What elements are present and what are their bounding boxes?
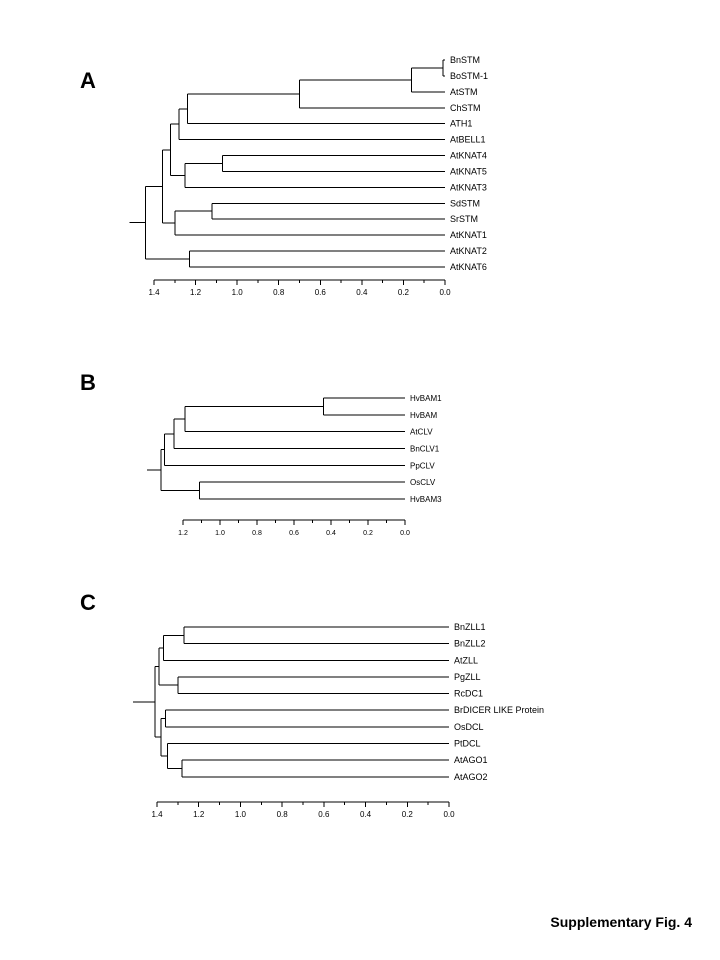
scale-tick-label-a: 0.8 (273, 288, 285, 297)
leaf-label-c: AtAGO2 (454, 771, 488, 782)
figure-caption: Supplementary Fig. 4 (550, 914, 692, 930)
leaf-label-a: AtKNAT4 (450, 150, 487, 161)
leaf-label-a: ATH1 (450, 118, 473, 129)
leaf-label-a: AtKNAT5 (450, 166, 487, 177)
scale-tick-label-b: 1.0 (215, 530, 225, 537)
panel-b-label: B (80, 370, 96, 395)
leaf-label-c: PtDCL (454, 738, 481, 749)
scale-tick-label-a: 1.2 (190, 288, 202, 297)
leaf-label-b: BnCLV1 (410, 444, 440, 454)
scale-tick-label-b: 0.8 (252, 530, 262, 537)
scale-tick-label-a: 1.0 (231, 288, 243, 297)
leaf-label-a: BoSTM-1 (450, 70, 489, 81)
scale-tick-label-c: 1.2 (193, 810, 205, 819)
scale-tick-label-b: 0.2 (363, 530, 373, 537)
scale-tick-label-b: 1.2 (178, 530, 188, 537)
leaf-label-a: AtKNAT1 (450, 230, 487, 241)
scale-tick-label-c: 0.0 (443, 810, 455, 819)
leaf-label-a: AtBELL1 (450, 134, 486, 145)
leaf-label-a: BnSTM (450, 55, 481, 65)
leaf-label-b: AtCLV (410, 427, 433, 437)
leaf-label-a: SdSTM (450, 198, 481, 209)
leaf-label-b: OsCLV (410, 478, 436, 488)
scale-tick-label-b: 0.4 (326, 530, 336, 537)
leaf-label-b: HvBAM3 (410, 494, 442, 504)
leaf-label-b: HvBAM1 (410, 394, 442, 403)
scale-tick-label-a: 0.4 (356, 288, 368, 297)
scale-tick-label-c: 0.6 (318, 810, 330, 819)
leaf-label-b: PpCLV (410, 461, 435, 471)
scale-tick-label-c: 0.2 (401, 810, 413, 819)
leaf-label-c: BnZLL2 (454, 638, 486, 649)
scale-tick-label-a: 0.0 (439, 288, 451, 297)
leaf-label-b: HvBAM (410, 410, 438, 420)
leaf-label-a: SrSTM (450, 214, 478, 225)
scale-tick-label-b: 0.6 (289, 530, 299, 537)
leaf-label-c: AtAGO1 (454, 755, 488, 766)
scale-tick-label-c: 0.4 (360, 810, 372, 819)
leaf-label-c: RcDC1 (454, 688, 484, 699)
leaf-label-c: BnZLL1 (454, 622, 486, 632)
leaf-label-a: AtKNAT2 (450, 246, 487, 257)
leaf-label-a: AtSTM (450, 86, 478, 97)
scale-tick-label-a: 1.4 (148, 288, 160, 297)
scale-tick-label-c: 1.0 (234, 810, 246, 819)
panel-a-label: A (80, 68, 96, 93)
leaf-label-c: AtZLL (454, 655, 479, 666)
scale-tick-label-c: 0.8 (276, 810, 288, 819)
scale-tick-label-c: 1.4 (151, 810, 163, 819)
scale-tick-label-a: 0.6 (314, 288, 326, 297)
scale-tick-label-a: 0.2 (397, 288, 409, 297)
leaf-label-c: PgZLL (454, 671, 481, 682)
leaf-label-a: AtKNAT6 (450, 261, 487, 272)
leaf-label-a: AtKNAT3 (450, 182, 487, 193)
panel-c-label: C (80, 590, 96, 615)
leaf-label-a: ChSTM (450, 102, 481, 113)
leaf-label-c: OsDCL (454, 721, 484, 732)
leaf-label-c: BrDICER LIKE Protein (454, 705, 545, 716)
scale-tick-label-b: 0.0 (400, 530, 410, 537)
